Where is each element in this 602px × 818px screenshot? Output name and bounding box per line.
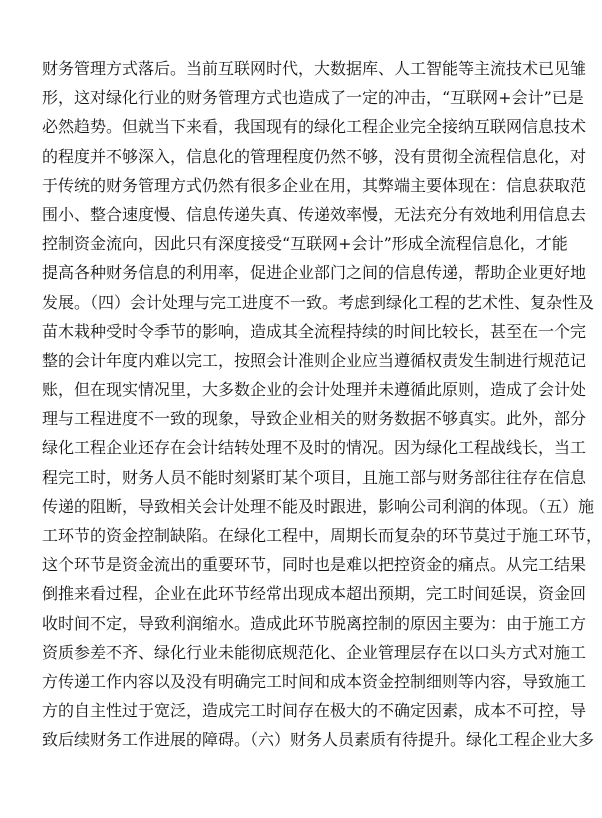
text-line: 苗木栽种受时令季节的影响，造成其全流程持续的时间比较长，甚至在一个完 [42, 321, 587, 341]
text-line: 程完工时，财务人员不能时刻紧盯某个项目，且施工部与财务部往往存在信息 [42, 467, 587, 487]
text-line: 这个环节是资金流出的重要环节，同时也是难以把控资金的痛点。从完工结果 [42, 555, 587, 575]
text-line: 倒推来看过程，企业在此环节经常出现成本超出预期，完工时间延误，资金回 [42, 584, 587, 604]
text-line: 收时间不定，导致利润缩水。造成此环节脱离控制的原因主要为：由于施工方 [42, 613, 587, 633]
body-text [42, 54, 602, 755]
text-line: 绿化工程企业还存在会计结转处理不及时的情况。因为绿化工程战线长，当工 [42, 438, 587, 458]
text-line: 的程度并不够深入，信息化的管理程度仍然不够，没有贯彻全流程信息化，对 [42, 146, 587, 166]
text-line: 整的会计年度内难以完工，按照会计准则企业应当遵循权责发生制进行规范记 [42, 350, 587, 370]
text-line: 提高各种财务信息的利用率，促进企业部门之间的信息传递，帮助企业更好地 [42, 263, 587, 283]
text-line: 工环节的资金控制缺陷。在绿化工程中，周期长而复杂的环节莫过于施工环节， [42, 526, 602, 545]
text-line: 账，但在现实情况里，大多数企业的会计处理并未遵循此原则，造成了会计处 [42, 380, 587, 400]
text-line: 传递的阻断，导致相关会计处理不能及时跟进，影响公司利润的体现。（五）施 [42, 496, 595, 516]
text-line: 围小、整合速度慢、信息传递失真、传递效率慢，无法充分有效地利用信息去 [42, 204, 587, 224]
text-line: 资质参差不齐、绿化行业未能彻底规范化、企业管理层存在以口头方式对施工 [42, 642, 587, 662]
text-line: 于传统的财务管理方式仍然有很多企业在用，其弊端主要体现在：信息获取范 [42, 175, 587, 195]
text-line: 形，这对绿化行业的财务管理方式也造成了一定的冲击，“互联网+会计”已是 [42, 88, 584, 108]
text-line: 必然趋势。但就当下来看，我国现有的绿化工程企业完全接纳互联网信息技术 [42, 117, 587, 137]
text-line: 方传递工作内容以及没有明确完工时间和成本资金控制细则等内容，导致施工 [42, 671, 587, 691]
text-line: 方的自主性过于宽泛，造成完工时间存在极大的不确定因素，成本不可控，导 [42, 701, 587, 721]
text-line: 财务管理方式落后。当前互联网时代，大数据库、人工智能等主流技术已见雏 [42, 59, 587, 78]
text-line: 理与工程进度不一致的现象，导致企业相关的财务数据不够真实。此外，部分 [42, 409, 587, 429]
text-line: 控制资金流向，因此只有深度接受“互联网+会计”形成全流程信息化，才能 [42, 234, 568, 254]
text-line: 发展。（四）会计处理与完工进度不一致。考虑到绿化工程的艺术性、复杂性及 [42, 292, 595, 312]
text-line: 致后续财务工作进展的障碍。（六）财务人员素质有待提升。绿化工程企业大多 [42, 730, 595, 750]
